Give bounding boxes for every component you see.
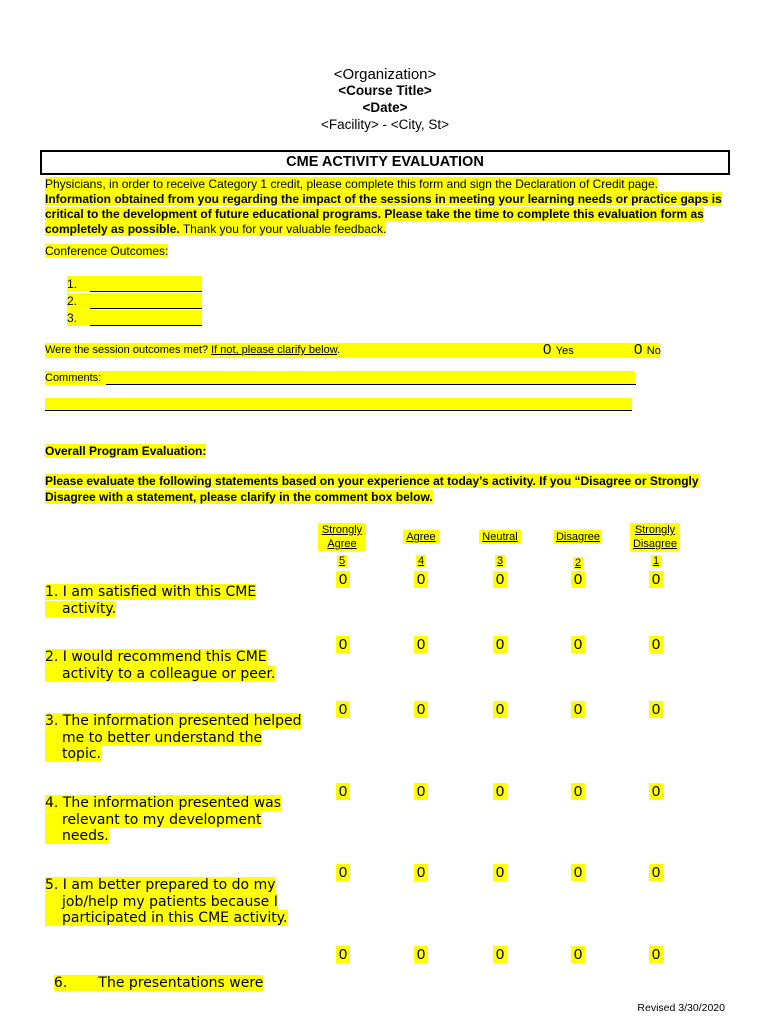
comments-label: Comments: — [45, 372, 102, 384]
question-3: 3. The information presented helped me to better understand the topic. — [45, 713, 302, 762]
q5-rating-2[interactable]: 0 — [571, 864, 585, 881]
question-2: 2. I would recommend this CME activity to a colleague or peer. — [45, 649, 276, 682]
q2-rating-3[interactable]: 0 — [493, 636, 507, 653]
q1-rating-4[interactable]: 0 — [414, 571, 428, 588]
q6-rating-4[interactable]: 0 — [414, 946, 428, 963]
q4-rating-2[interactable]: 0 — [571, 783, 585, 800]
q2-rating-2[interactable]: 0 — [571, 636, 585, 653]
outcome-blank-3[interactable] — [90, 313, 202, 326]
q3-rating-3[interactable]: 0 — [493, 701, 507, 718]
q2-rating-1[interactable]: 0 — [649, 636, 663, 653]
facility-city: <Facility> - <City, St> — [320, 117, 450, 132]
question-1: 1. I am satisfied with this CME activity. — [45, 584, 257, 617]
q6-rating-2[interactable]: 0 — [571, 946, 585, 963]
overall-title: Overall Program Evaluation: — [45, 444, 207, 458]
q4-rating-5[interactable]: 0 — [336, 783, 350, 800]
question-5: 5. I am better prepared to do my job/help my patients because I participated in this CME activity. — [45, 877, 288, 926]
yes-option[interactable]: 0 Yes — [543, 341, 574, 358]
scale-3: 3 — [496, 555, 504, 567]
intro-bold2: . Please take the time to complete this evaluation form as completely as possible. — [45, 207, 704, 236]
intro-paragraph — [45, 177, 725, 237]
course-title: <Course Title> — [338, 83, 432, 98]
comments-line-1[interactable] — [106, 384, 636, 385]
event-date: <Date> — [362, 100, 408, 115]
no-option[interactable]: 0 No — [634, 341, 661, 358]
overall-instructions: Please evaluate the following statements based on your experience at today’s activity. If you “Disagree or Strongly Disagree with a statement, please clarify in the comment box below. — [45, 474, 699, 504]
q1-rating-3[interactable]: 0 — [493, 571, 507, 588]
outcome-blank-1[interactable] — [90, 279, 202, 292]
q3-rating-4[interactable]: 0 — [414, 701, 428, 718]
intro-thanks: Thank you for your valuable feedback. — [179, 222, 387, 236]
outcome-blank-2[interactable] — [90, 296, 202, 309]
q3-rating-1[interactable]: 0 — [649, 701, 663, 718]
comments-line-2[interactable] — [45, 398, 632, 411]
q4-rating-1[interactable]: 0 — [649, 783, 663, 800]
outcomes-label: Conference Outcomes: — [45, 244, 169, 258]
q3-rating-5[interactable]: 0 — [336, 701, 350, 718]
revision-date: Revised 3/30/2020 — [637, 1002, 725, 1014]
q5-rating-3[interactable]: 0 — [493, 864, 507, 881]
q2-rating-4[interactable]: 0 — [414, 636, 428, 653]
q6-rating-1[interactable]: 0 — [649, 946, 663, 963]
q1-rating-2[interactable]: 0 — [571, 571, 585, 588]
intro-line1: Physicians, in order to receive Category 1 credit, please complete this form and sign the Declaration of Credit page. — [45, 177, 658, 191]
q1-rating-1[interactable]: 0 — [649, 571, 663, 588]
col-strongly-disagree: Strongly Disagree — [630, 523, 680, 551]
col-disagree: Disagree — [555, 531, 601, 543]
scale-4: 4 — [417, 555, 425, 567]
outcome-item-2[interactable]: 2. — [67, 293, 202, 309]
q3-rating-2[interactable]: 0 — [571, 701, 585, 718]
question-6: 6. The presentations were — [53, 974, 264, 991]
q6-rating-5[interactable]: 0 — [336, 946, 350, 963]
comments-row — [45, 371, 635, 385]
q5-rating-1[interactable]: 0 — [649, 864, 663, 881]
q5-rating-5[interactable]: 0 — [336, 864, 350, 881]
q4-rating-3[interactable]: 0 — [493, 783, 507, 800]
col-agree: Agree — [403, 530, 439, 544]
form-title: CME ACTIVITY EVALUATION — [40, 150, 730, 175]
col-neutral: Neutral — [479, 530, 521, 544]
q4-rating-4[interactable]: 0 — [414, 783, 428, 800]
question-4: 4. The information presented was relevant to my development needs. — [45, 795, 282, 844]
scale-1: 1 — [652, 555, 660, 567]
scale-2: 2 — [574, 557, 582, 569]
col-strongly-agree: Strongly Agree — [318, 523, 366, 551]
scale-5: 5 — [338, 555, 346, 567]
q2-rating-5[interactable]: 0 — [336, 636, 350, 653]
q1-rating-5[interactable]: 0 — [336, 571, 350, 588]
q5-rating-4[interactable]: 0 — [414, 864, 428, 881]
q6-rating-3[interactable]: 0 — [493, 946, 507, 963]
session-question: Were the session outcomes met? If not, please clarify below. — [45, 344, 341, 356]
outcome-item-1[interactable]: 1. — [67, 276, 202, 292]
organization: <Organization> — [333, 66, 437, 83]
outcome-item-3[interactable]: 3. — [67, 310, 202, 326]
intro-bold: Information obtained from you regarding the impact of the sessions in meeting your learning needs or practice gaps is critical to the development of future educational programs — [45, 192, 722, 221]
